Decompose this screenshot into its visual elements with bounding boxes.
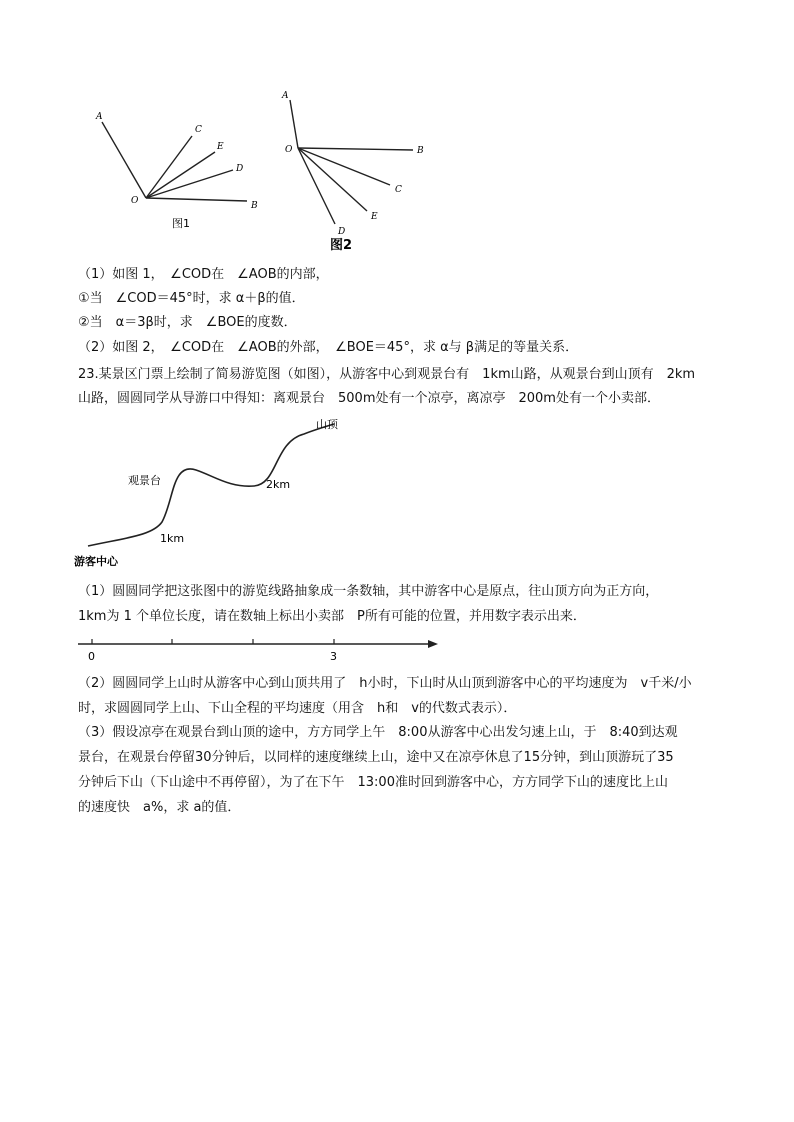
trail-map [74, 414, 364, 574]
ray-ob [146, 198, 247, 201]
label-c: C [395, 185, 402, 195]
number-line [74, 632, 444, 666]
q22-part1-a: ①当 ∠COD＝45°时，求 α＋β的值． [78, 291, 305, 306]
visitor-center-label: 游客中心 [74, 555, 118, 568]
ray-ob [298, 148, 413, 150]
ray-oe [146, 152, 215, 198]
label-a: A [96, 112, 103, 122]
label-e: E [217, 142, 224, 152]
label-c: C [195, 125, 202, 135]
q23-part3-line4: 的速度快 a%，求 a的值． [78, 800, 241, 815]
label-a: A [282, 91, 289, 101]
ray-oc [146, 136, 192, 198]
label-d: D [236, 164, 244, 174]
figure-1-caption: 图1 [172, 217, 190, 230]
tick-label-3: 3 [330, 650, 337, 663]
seg2-label: 2km [266, 478, 291, 491]
q22-part1: （1）如图 1， ∠COD在 ∠AOB的内部， [78, 267, 329, 282]
q22-part1-b: ②当 α＝3β时，求 ∠BOE的度数． [78, 315, 297, 330]
ray-oa [290, 100, 298, 148]
axis-arrow [428, 640, 438, 648]
ray-od [146, 170, 233, 198]
q23-part2-line2: 时，求圆圆同学上山、下山全程的平均速度（用含 h和 v的代数式表示）． [78, 701, 517, 716]
label-d: D [338, 227, 346, 237]
q23-part1-line1: （1）圆圆同学把这张图中的游览线路抽象成一条数轴，其中游客中心是原点，往山顶方向为正方向， [78, 584, 659, 599]
q23-part3-line3: 分钟后下山（下山途中不再停留），为了在下午 13:00准时回到游客中心，方方同学下山的速度比上山 [78, 775, 668, 790]
q23-part2-line1: （2）圆圆同学上山时从游客中心到山顶共用了 h小时，下山时从山顶到游客中心的平均速度为 v千米/小 [78, 676, 692, 691]
q22-part2: （2）如图 2， ∠COD在 ∠AOB的外部， ∠BOE＝45°，求 α与 β满足的等量关系． [78, 340, 579, 355]
q23-part3-line2: 景台，在观景台停留30分钟后，以同样的速度继续上山，途中又在凉亭休息了15分钟，到山顶游玩了35 [78, 750, 674, 765]
label-o: O [131, 196, 139, 206]
q23-part3-line1: （3）假设凉亭在观景台到山顶的途中，方方同学上午 8:00从游客中心出发匀速上山，于 8:40到达观 [78, 725, 678, 740]
ray-oa [102, 122, 146, 198]
figure-1 [90, 100, 270, 235]
ray-oe [298, 148, 367, 211]
q23-intro-line1: 23.某景区门票上绘制了简易游览图（如图），从游客中心到观景台有 1km山路，从观景台到山顶有 2km [78, 367, 696, 382]
seg1-label: 1km [160, 532, 185, 545]
label-b: B [251, 201, 258, 211]
q23-intro-line2: 山路，圆圆同学从导游口中得知：离观景台 500m处有一个凉亭，离凉亭 200m处有一个小卖部． [78, 391, 660, 406]
summit-label: 山顶 [316, 418, 338, 431]
trail-path [88, 424, 334, 546]
figure-2 [272, 86, 442, 256]
figure-2-caption: 图2 [330, 238, 353, 253]
label-o: O [285, 145, 293, 155]
q23-part1-line2: 1km为 1 个单位长度，请在数轴上标出小卖部 P所有可能的位置，并用数字表示出来． [78, 609, 586, 624]
label-e: E [371, 212, 378, 222]
ray-od [298, 148, 335, 224]
ray-oc [298, 148, 390, 185]
label-b: B [417, 146, 424, 156]
viewpoint-label: 观景台 [128, 474, 161, 487]
tick-label-0: 0 [88, 650, 95, 663]
